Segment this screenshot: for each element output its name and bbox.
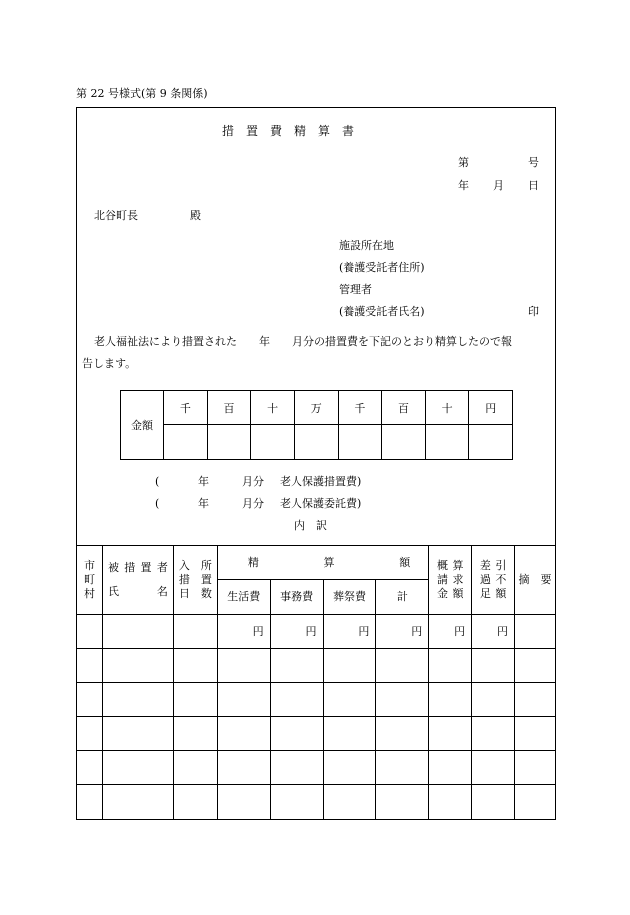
difference-char: 引	[495, 559, 507, 573]
person-header-line2	[103, 585, 173, 599]
data-cell[interactable]	[102, 751, 173, 785]
municipality-char: 市	[83, 559, 95, 573]
data-cell[interactable]	[376, 751, 429, 785]
person-char: 氏	[107, 585, 119, 598]
data-cell[interactable]	[323, 683, 376, 717]
days-char: 数	[200, 586, 212, 600]
data-cell[interactable]	[376, 785, 429, 820]
estimate-char: 算	[452, 559, 464, 573]
yen-unit[interactable]: 円	[323, 615, 376, 649]
data-cell[interactable]	[77, 751, 103, 785]
period-text-1: 老人保護措置費)	[280, 475, 362, 488]
settlement-header-chars	[218, 556, 428, 570]
data-cell[interactable]	[429, 717, 472, 751]
difference-line	[472, 573, 514, 587]
trustee-address-note: (養護受託者住所)	[339, 261, 425, 274]
days-char: 所	[200, 559, 212, 573]
data-cell[interactable]	[472, 717, 515, 751]
data-cell[interactable]	[102, 649, 173, 683]
data-cell[interactable]	[472, 683, 515, 717]
person-header-line1	[103, 561, 173, 575]
data-cell[interactable]	[376, 683, 429, 717]
estimate-char: 求	[452, 573, 464, 587]
data-cell[interactable]	[472, 785, 515, 820]
date-month: 月	[493, 179, 504, 192]
data-cell[interactable]	[376, 649, 429, 683]
data-cell[interactable]	[515, 615, 556, 649]
seal-mark: 印	[528, 305, 539, 318]
addressee-honorific: 殿	[190, 209, 201, 222]
addressee-name: 北谷町長	[94, 209, 138, 222]
amount-unit-1: 千	[164, 391, 208, 425]
estimate-char: 概	[436, 559, 448, 573]
data-cell[interactable]	[217, 649, 270, 683]
form-number: 第 22 号様式(第 9 条関係)	[76, 87, 208, 100]
amount-cell[interactable]	[338, 425, 382, 460]
table-row	[77, 615, 556, 649]
data-cell[interactable]	[270, 649, 323, 683]
amount-unit-5: 千	[338, 391, 382, 425]
data-cell[interactable]	[270, 683, 323, 717]
data-cell[interactable]	[77, 785, 103, 820]
amount-unit-8: 円	[469, 391, 513, 425]
difference-char: 過	[479, 573, 491, 587]
amount-cell[interactable]	[469, 425, 513, 460]
data-cell[interactable]	[173, 785, 217, 820]
living-cost-header: 生活費	[217, 580, 270, 615]
data-cell[interactable]	[323, 717, 376, 751]
amount-unit-2: 百	[207, 391, 251, 425]
estimate-line	[429, 573, 471, 587]
data-cell[interactable]	[515, 785, 556, 820]
amount-label: 金額	[121, 391, 164, 460]
yen-unit[interactable]: 円	[217, 615, 270, 649]
estimate-char: 金	[436, 586, 448, 600]
data-cell[interactable]	[270, 751, 323, 785]
data-cell[interactable]	[77, 683, 103, 717]
yen-unit[interactable]: 円	[429, 615, 472, 649]
data-cell[interactable]	[173, 717, 217, 751]
data-cell[interactable]	[217, 751, 270, 785]
doc-number-prefix: 第	[458, 156, 469, 169]
days-header	[173, 546, 217, 615]
facility-address-label: 施設所在地	[339, 239, 394, 252]
person-char: 置	[140, 561, 152, 575]
data-cell[interactable]	[429, 683, 472, 717]
difference-line	[472, 587, 514, 601]
difference-char: 不	[495, 573, 507, 587]
data-cell[interactable]	[515, 717, 556, 751]
trustee-name-note: (養護受託者氏名)	[339, 305, 425, 318]
settlement-char: 額	[399, 555, 411, 569]
yen-unit[interactable]: 円	[376, 615, 429, 649]
estimated-claim-header	[429, 546, 472, 615]
amount-unit-6: 百	[382, 391, 426, 425]
amount-cell[interactable]	[207, 425, 251, 460]
difference-char: 足	[479, 586, 491, 600]
amount-cell[interactable]	[425, 425, 469, 460]
data-cell[interactable]	[270, 785, 323, 820]
period-text-2: 老人保護委託費)	[280, 497, 362, 510]
data-cell[interactable]	[77, 615, 103, 649]
estimate-line	[429, 559, 471, 573]
period-year-1: 年	[198, 475, 209, 488]
data-cell[interactable]	[429, 785, 472, 820]
total-header: 計	[376, 580, 429, 615]
data-cell[interactable]	[323, 785, 376, 820]
amount-cell[interactable]	[164, 425, 208, 460]
days-char: 置	[200, 573, 212, 587]
days-header-line3	[174, 587, 217, 601]
funeral-cost-header: 葬祭費	[323, 580, 376, 615]
data-cell[interactable]	[102, 717, 173, 751]
table-row	[77, 649, 556, 683]
data-cell[interactable]	[472, 649, 515, 683]
data-cell[interactable]	[102, 615, 173, 649]
detail-table	[76, 545, 556, 820]
date-day: 日	[528, 179, 539, 192]
difference-header	[472, 546, 515, 615]
data-cell[interactable]	[472, 751, 515, 785]
doc-number-suffix: 号	[528, 156, 539, 169]
remarks-header: 摘 要	[515, 546, 556, 615]
data-cell[interactable]	[429, 649, 472, 683]
difference-char: 額	[495, 586, 507, 600]
period-month-1: 月分	[242, 475, 264, 488]
data-cell[interactable]	[323, 649, 376, 683]
difference-line	[472, 559, 514, 573]
person-char: 者	[156, 561, 168, 575]
municipality-header	[77, 546, 103, 615]
amount-cell[interactable]	[294, 425, 338, 460]
report-body-line1: 老人福祉法により措置された 年 月分の措置費を下記のとおり精算したので報	[94, 335, 512, 348]
data-cell[interactable]	[323, 751, 376, 785]
data-cell[interactable]	[376, 717, 429, 751]
period-paren-2: (	[155, 497, 160, 510]
date-year: 年	[458, 179, 469, 192]
person-name-header	[102, 546, 173, 615]
settlement-char: 精	[247, 555, 259, 569]
data-cell[interactable]	[77, 649, 103, 683]
data-cell[interactable]	[217, 785, 270, 820]
person-char: 名	[156, 585, 168, 598]
office-cost-header: 事務費	[270, 580, 323, 615]
days-char: 措	[178, 573, 190, 587]
data-cell[interactable]	[173, 649, 217, 683]
data-cell[interactable]	[270, 717, 323, 751]
data-cell[interactable]	[77, 717, 103, 751]
table-row	[77, 785, 556, 820]
data-cell[interactable]	[429, 751, 472, 785]
difference-char: 差	[479, 559, 491, 573]
estimate-line	[429, 587, 471, 601]
data-cell[interactable]	[102, 683, 173, 717]
data-cell[interactable]	[515, 649, 556, 683]
data-cell[interactable]	[173, 683, 217, 717]
estimate-char: 額	[452, 586, 464, 600]
yen-unit[interactable]: 円	[472, 615, 515, 649]
amount-cell[interactable]	[251, 425, 295, 460]
manager-label: 管理者	[339, 283, 372, 296]
table-row	[77, 683, 556, 717]
settlement-char: 算	[323, 555, 335, 569]
person-char: 措	[124, 561, 136, 575]
yen-unit[interactable]: 円	[270, 615, 323, 649]
period-year-2: 年	[198, 497, 209, 510]
data-cell[interactable]	[515, 751, 556, 785]
table-row	[77, 751, 556, 785]
days-header-line1	[174, 559, 217, 573]
data-cell[interactable]	[217, 683, 270, 717]
municipality-char: 町	[83, 573, 95, 587]
amount-table	[120, 390, 513, 460]
data-cell[interactable]	[515, 683, 556, 717]
days-header-line2	[174, 573, 217, 587]
report-body-line2: 告します。	[82, 357, 137, 370]
days-char: 入	[178, 559, 190, 573]
data-cell[interactable]	[173, 751, 217, 785]
data-cell[interactable]	[217, 717, 270, 751]
data-cell[interactable]	[173, 615, 217, 649]
table-row	[77, 717, 556, 751]
period-month-2: 月分	[242, 497, 264, 510]
document-title: 措 置 費 精 算 書	[222, 124, 355, 138]
data-cell[interactable]	[102, 785, 173, 820]
amount-unit-7: 十	[425, 391, 469, 425]
settlement-amount-header	[217, 546, 428, 580]
amount-unit-3: 十	[251, 391, 295, 425]
amount-cell[interactable]	[382, 425, 426, 460]
days-char: 日	[178, 586, 190, 600]
amount-unit-4: 万	[294, 391, 338, 425]
breakdown-title: 内 訳	[294, 519, 327, 532]
period-paren-1: (	[155, 475, 160, 488]
person-char: 被	[107, 561, 119, 575]
municipality-char: 村	[83, 586, 95, 600]
estimate-char: 請	[436, 573, 448, 587]
